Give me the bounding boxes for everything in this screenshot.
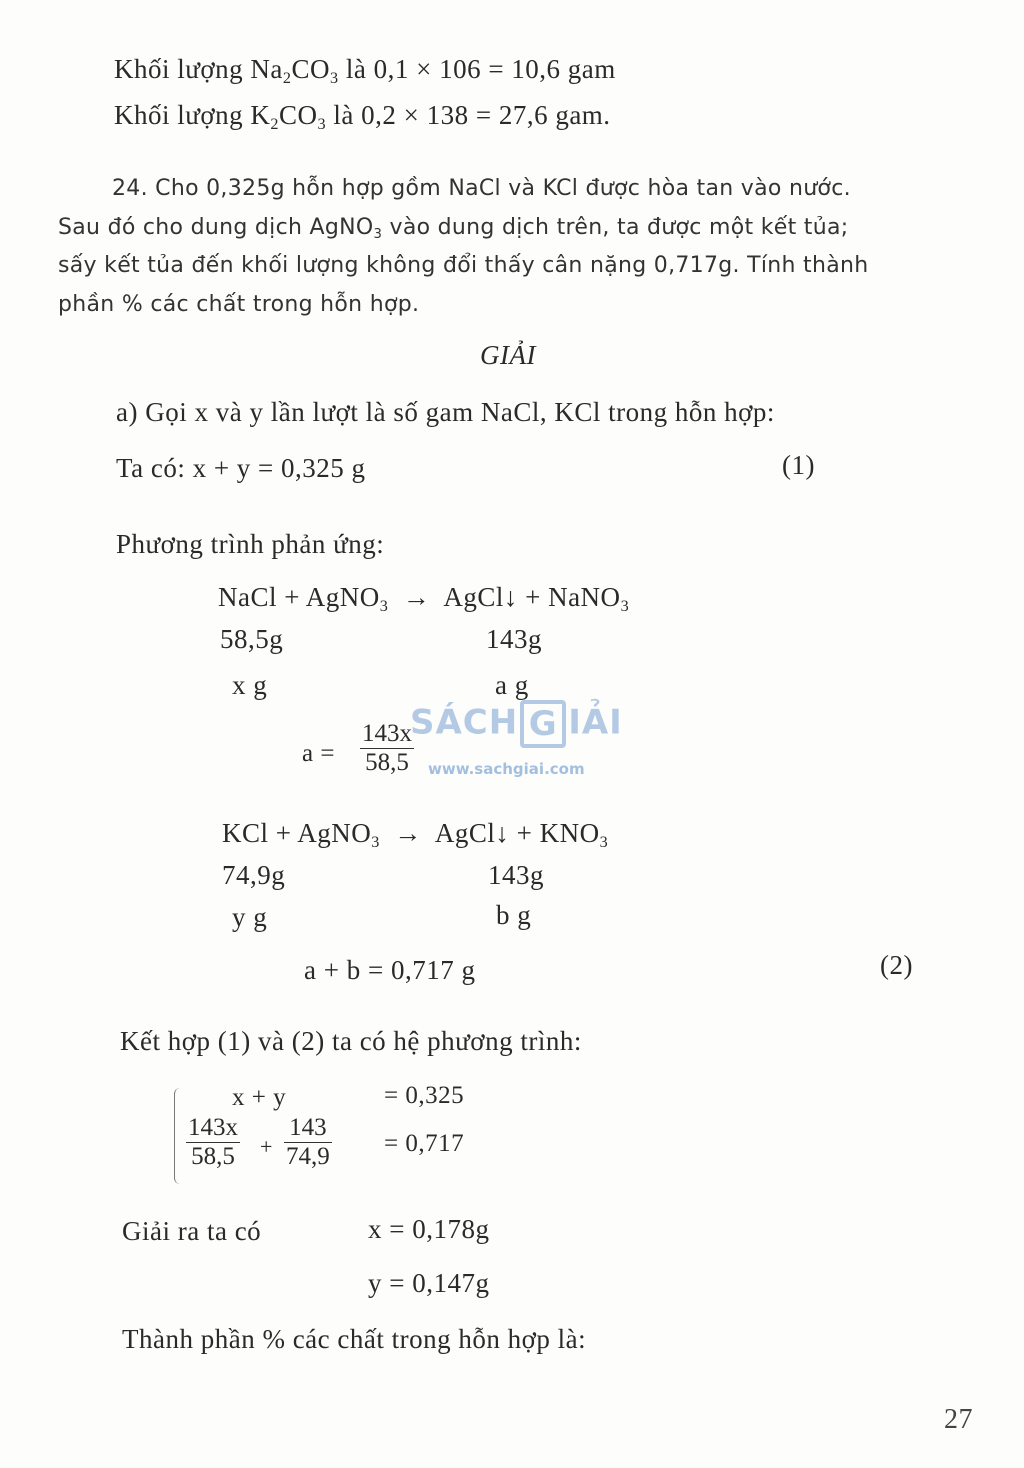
a-fraction <box>360 720 414 777</box>
a-lhs: a = <box>302 740 335 767</box>
x-result: x = 0,178g <box>368 1214 490 1244</box>
kcl-molar-mass: 74,9g <box>222 860 286 890</box>
system-fraction-1-num: 143x <box>188 1114 238 1141</box>
problem-line-4: phần % các chất trong hỗn hợp. <box>58 292 420 317</box>
equation-1-label: (1) <box>782 450 815 480</box>
combine-text: Kết hợp (1) và (2) ta có hệ phương trình: <box>120 1026 582 1056</box>
intro-line-na2co3: Khối lượng $Na_2CO_3$ là 0,1 × 106 = 10,6 gam <box>114 54 616 87</box>
nacl-mass-x: x g <box>232 670 268 700</box>
agcl-molar-mass-2: 143g <box>488 860 544 890</box>
reaction-kcl: KCl + AgNO$_3$ → AgCl↓ + $KNO_3$ <box>222 818 609 851</box>
nacl-molar-mass: 58,5g <box>220 624 284 654</box>
system-row2-rhs: = 0,717 <box>384 1130 465 1157</box>
problem-line-1: 24. Cho 0,325g hỗn hợp gồm NaCl và KCl được hòa tan vào nước. <box>112 176 851 201</box>
problem-line-2: Sau đó cho dung dịch AgNO$_3$ vào dung dịch trên, ta được một kết tủa; <box>58 215 849 242</box>
page-number: 27 <box>944 1404 973 1435</box>
system-fraction-2-den: 74,9 <box>286 1143 330 1170</box>
equation-2: a + b = 0,717 g <box>304 955 476 985</box>
a-numerator: 143x <box>362 720 412 747</box>
watermark-url: www.sachgiai.com <box>428 760 585 778</box>
equation-2-label: (2) <box>880 950 913 980</box>
system-row1-lhs: x + y <box>232 1084 287 1111</box>
kcl-mass-y: y g <box>232 902 268 932</box>
agcl-molar-mass-1: 143g <box>486 624 542 654</box>
a-denominator: 58,5 <box>365 749 409 776</box>
solution-intro: a) Gọi x và y lần lượt là số gam NaCl, KCl trong hỗn hợp: <box>116 397 775 427</box>
agcl-mass-a: a g <box>495 670 529 700</box>
composition-heading: Thành phần % các chất trong hỗn hợp là: <box>122 1324 587 1354</box>
reaction-heading: Phương trình phản ứng: <box>116 529 385 559</box>
system-fraction-1-den: 58,5 <box>191 1143 235 1170</box>
solve-label: Giải ra ta có <box>122 1216 262 1246</box>
problem-line-3: sấy kết tủa đến khối lượng không đổi thấy cân nặng 0,717g. Tính thành <box>58 253 869 278</box>
system-brace <box>174 1088 185 1184</box>
intro-line-k2co3: Khối lượng $K_2CO_3$ là 0,2 × 138 = 27,6 gam. <box>114 100 611 133</box>
watermark-logo: SÁCH G IẢI <box>410 700 623 748</box>
system-row1-rhs: = 0,325 <box>384 1082 465 1109</box>
equation-1: Ta có: x + y = 0,325 g <box>116 453 366 483</box>
system-fraction-2 <box>284 1114 332 1171</box>
y-result: y = 0,147g <box>368 1268 490 1298</box>
agcl-mass-b: b g <box>496 900 532 930</box>
reaction-nacl: NaCl + AgNO$_3$ → AgCl↓ + NaNO$_3$ <box>218 582 630 615</box>
system-plus: + <box>260 1134 273 1159</box>
solution-heading: GIẢI <box>480 340 536 370</box>
system-fraction-2-num: 143 <box>284 1114 332 1143</box>
system-fraction-1 <box>186 1114 240 1171</box>
